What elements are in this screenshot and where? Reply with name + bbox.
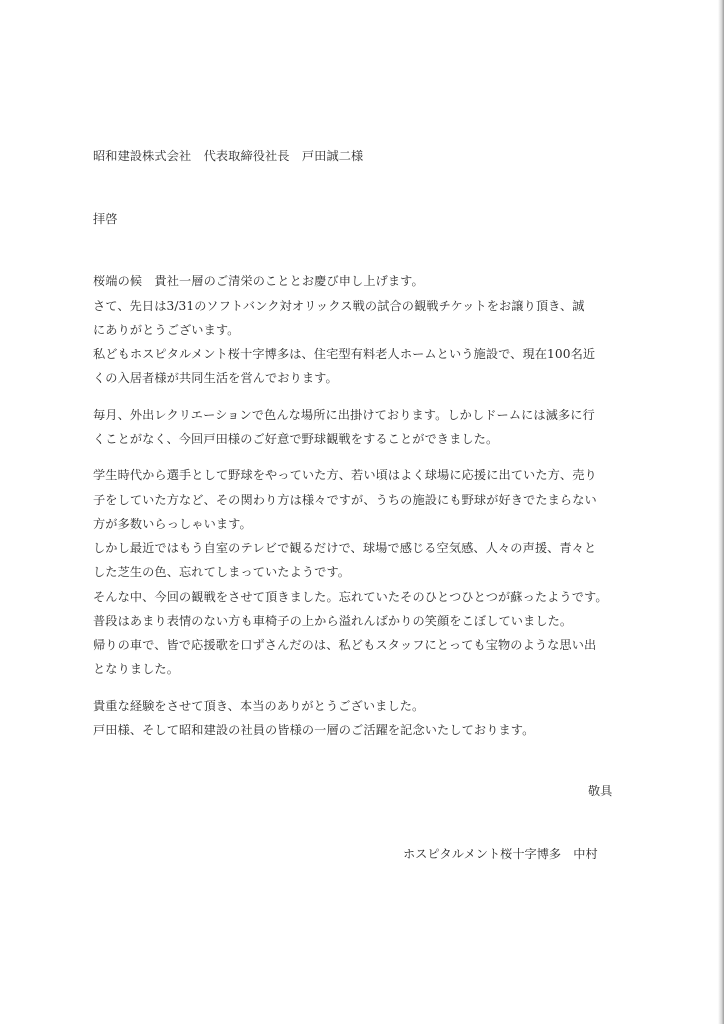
salutation: 拝啓 — [93, 212, 118, 226]
closing-keigu: 敬具 — [588, 784, 613, 798]
body-line: 方が多数いらっしゃいます。 — [93, 517, 252, 531]
body-line: さて、先日は3/31のソフトバンク対オリックス戦の試合の観戦チケットをお譲り頂き、誠 — [93, 299, 585, 313]
body-line: くことがなく、今回戸田様のご好意で野球観戦をすることができました。 — [93, 432, 499, 446]
body-line: 貴重な経験をさせて頂き、本当のありがとうございました。 — [93, 699, 425, 713]
body-line: 帰りの車で、皆で応援歌を口ずさんだのは、私どもスタッフにとっても宝物のような思い出 — [93, 638, 597, 652]
body-line: くの入居者様が共同生活を営んでおります。 — [93, 371, 338, 385]
body-line: 私どもホスピタルメント桜十字博多は、住宅型有料老人ホームという施設で、現在100名近 — [93, 347, 596, 361]
body-line: しかし最近ではもう自室のテレビで観るだけで、球場で感じる空気感、人々の声援、青々と — [93, 541, 597, 555]
body-line: 桜端の候 貴社一層のご清栄のこととお慶び申し上げます。 — [93, 274, 424, 288]
addressee-line: 昭和建設株式会社 代表取締役社長 戸田誠二様 — [93, 149, 364, 163]
body-line: 戸田様、そして昭和建設の社員の皆様の一層のご活躍を記念いたしております。 — [93, 723, 535, 737]
body-line: 子をしていた方など、その関わり方は様々ですが、うちの施設にも野球が好きでたまらない — [93, 493, 597, 507]
signature: ホスピタルメント桜十字博多 中村 — [403, 847, 598, 861]
body-line: となりました。 — [93, 662, 180, 676]
body-line: そんな中、今回の観戦をさせて頂きました。忘れていたそのひとつひとつが蘇ったようです。 — [93, 590, 608, 604]
body-line: 学生時代から選手として野球をやっていた方、若い頃はよく球場に応援に出ていた方、売り — [93, 468, 597, 482]
body-line: 毎月、外出レクリエーションで色んな場所に出掛けております。しかしドームには滅多に行 — [93, 408, 595, 422]
body-line: にありがとうございます。 — [93, 323, 240, 337]
page-edge-shadow — [718, 0, 724, 1024]
body-line: した芝生の色、忘れてしまっていたようです。 — [93, 565, 351, 579]
body-line: 普段はあまり表情のない方も車椅子の上から溢れんばかりの笑顔をこぼしていました。 — [93, 614, 573, 628]
